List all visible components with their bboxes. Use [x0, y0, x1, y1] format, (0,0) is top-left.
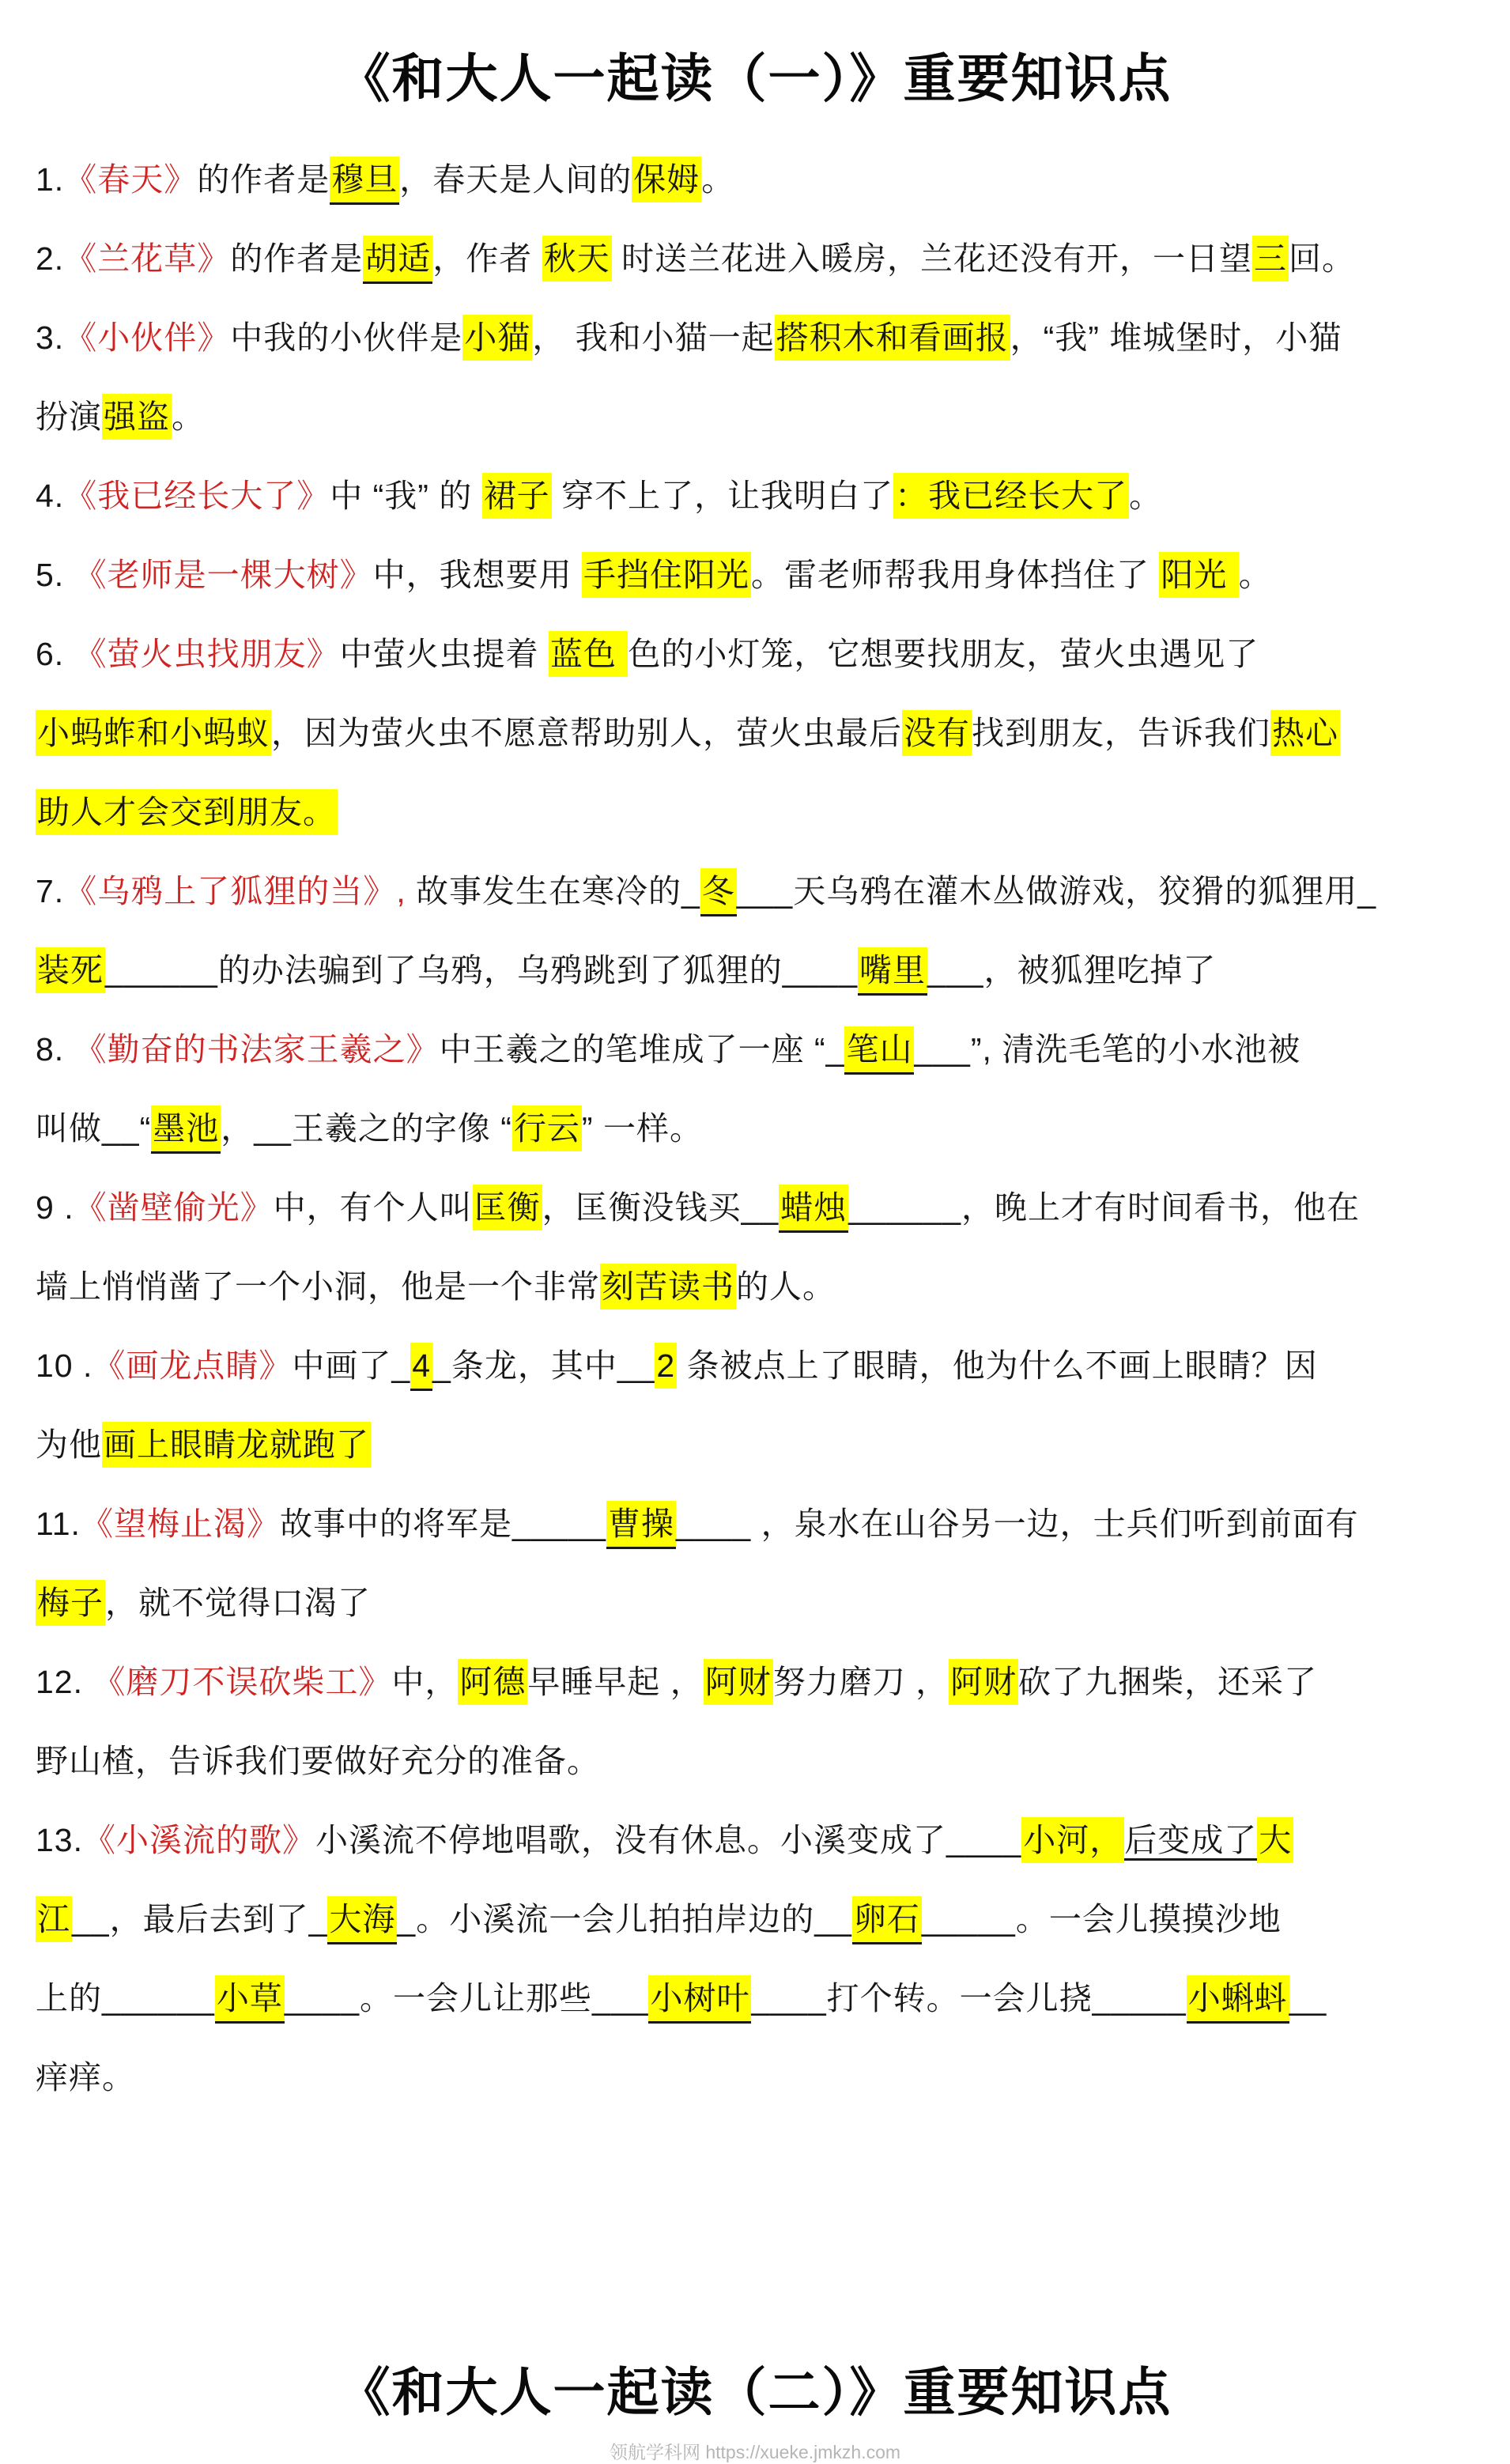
item-text: 小溪流不停地唱歌，没有休息。小溪变成了____ — [315, 1822, 1022, 1858]
knowledge-item — [36, 1326, 1474, 1484]
knowledge-item — [36, 1642, 1474, 1801]
highlighted-answer: 裙子 — [482, 473, 552, 519]
knowledge-item — [36, 614, 1474, 852]
book-title: 《勤奋的书法家王羲之》 — [74, 1031, 440, 1068]
item-text: ，“我” 堆城堡时，小猫 — [1010, 319, 1342, 356]
item-text: 上的______ — [36, 1980, 215, 2016]
item-text: ___”, 清洗毛笔的小水池被 — [914, 1031, 1301, 1068]
item-text: 的人。 — [736, 1268, 836, 1305]
item-text: 中萤火虫提着 — [339, 636, 549, 672]
item-text: 中我的小伙伴是 — [230, 319, 463, 356]
highlighted-answer: 阿财 — [704, 1659, 773, 1705]
item-text: 中，有个人叫 — [273, 1189, 473, 1226]
highlighted-answer: 江 — [36, 1896, 72, 1942]
item-text: 野山楂，告诉我们要做好充分的准备。 — [36, 1743, 600, 1779]
highlighted-answer: 小河， — [1021, 1817, 1124, 1863]
highlighted-answer: 小树叶 — [648, 1975, 751, 2024]
book-title: 《小溪流的歌》 — [83, 1822, 315, 1858]
item-text: ，__王羲之的字像 “ — [221, 1110, 512, 1147]
item-text: 找到朋友，告诉我们 — [972, 715, 1270, 751]
item-text: 1. — [36, 161, 65, 198]
book-title: 《兰花草》 — [64, 240, 231, 277]
highlighted-answer: 小猫 — [462, 315, 532, 361]
book-title: 《老师是一棵大树》 — [74, 557, 373, 593]
item-text: 时送兰花进入暖房，兰花还没有开，一日望 — [611, 240, 1252, 277]
item-text: ，就不觉得口渴了 — [105, 1585, 371, 1621]
item-text: ，因为萤火虫不愿意帮助别人，萤火虫最后 — [271, 715, 902, 751]
item-text: 9 . — [36, 1189, 74, 1226]
item-text: 为他 — [36, 1427, 102, 1463]
highlighted-answer: 蜡烛 — [779, 1185, 848, 1233]
book-title: 《望梅止渴》 — [80, 1506, 280, 1542]
item-text: 。雷老师帮我用身体挡住了 — [750, 557, 1160, 593]
highlighted-answer: 刻苦读书 — [600, 1264, 736, 1309]
highlighted-answer: 蓝色 — [549, 631, 628, 677]
item-text: 回。 — [1289, 240, 1355, 277]
item-text: _____。一会儿摸摸沙地 — [921, 1901, 1282, 1937]
highlighted-answer: 大海 — [327, 1896, 397, 1944]
book-title: 《乌鸦上了狐狸的当》, — [64, 873, 406, 909]
item-text: ， 我和小猫一起 — [532, 319, 775, 356]
watermark-footer: 领航学科网 https://xueke.jmkzh.com — [609, 2442, 901, 2462]
highlighted-answer: 阿德 — [458, 1659, 527, 1705]
book-title: 《小伙伴》 — [64, 319, 231, 356]
highlighted-answer: 嘴里 — [858, 947, 927, 996]
highlighted-answer: 穆旦 — [330, 157, 399, 205]
highlighted-answer: 画上眼睛龙就跑了 — [102, 1422, 371, 1468]
highlighted-answer: 胡适 — [363, 236, 432, 284]
highlighted-answer: 小蚂蚱和小蚂蚁 — [36, 710, 271, 756]
highlighted-answer: 阿财 — [949, 1659, 1018, 1705]
knowledge-item — [36, 1801, 1474, 2117]
item-text: _条龙，其中__ — [432, 1347, 655, 1384]
item-text: 故事中的将军是_____ — [279, 1506, 606, 1542]
item-text: 12. — [36, 1664, 93, 1700]
page-title-section-2: 《和大人一起读（二）》重要知识点 — [338, 2363, 1172, 2421]
highlighted-answer: 强盗 — [102, 394, 172, 440]
book-title: 《我已经长大了》 — [64, 478, 330, 514]
knowledge-item — [36, 1484, 1474, 1642]
highlighted-answer: 小蝌蚪 — [1187, 1975, 1289, 2024]
knowledge-item — [36, 140, 1474, 219]
item-text: 。 — [701, 161, 735, 198]
item-text: 7. — [36, 873, 65, 909]
item-text: ____ ，泉水在山谷另一边，士兵们听到前面有 — [675, 1506, 1359, 1542]
items-list — [36, 140, 1474, 2117]
knowledge-item — [36, 535, 1474, 614]
item-text: 2. — [36, 240, 65, 277]
underlined-answer: 后变成了 — [1124, 1822, 1257, 1861]
highlighted-answer: 4 — [410, 1343, 432, 1391]
item-text: ____。一会儿让那些___ — [284, 1980, 649, 2016]
knowledge-item — [36, 852, 1474, 1010]
highlighted-answer: 墨池 — [151, 1105, 221, 1154]
highlighted-answer: 2 — [655, 1343, 677, 1389]
item-text: ___天乌鸦在灌木丛做游戏，狡猾的狐狸用_ — [736, 873, 1377, 909]
knowledge-item — [36, 298, 1474, 456]
knowledge-item — [36, 456, 1474, 535]
item-text: 早睡早起 ， — [527, 1664, 704, 1700]
item-text: __，最后去到了_ — [72, 1901, 328, 1937]
book-title: 《磨刀不误砍柴工》 — [92, 1664, 392, 1700]
item-text: 。 — [172, 399, 205, 435]
highlighted-answer: 阳光 — [1159, 552, 1238, 598]
highlighted-answer: 手挡住阳光 — [582, 552, 751, 598]
item-text: 5. — [36, 557, 74, 593]
item-text: 中王羲之的笔堆成了一座 “_ — [439, 1031, 845, 1068]
item-text: 6. — [36, 636, 74, 672]
item-text: ____打个转。一会儿挠_____ — [751, 1980, 1187, 2016]
knowledge-item — [36, 219, 1474, 298]
item-text: ___，被狐狸吃掉了 — [927, 952, 1217, 988]
item-text: 中画了_ — [292, 1347, 411, 1384]
item-text: 中 “我” 的 — [330, 478, 482, 514]
highlighted-answer: 保姆 — [632, 157, 701, 202]
item-text: 11. — [36, 1506, 81, 1542]
item-text: ______，晚上才有时间看书，他在 — [848, 1189, 1361, 1226]
item-text: 故事发生在寒冷的_ — [406, 873, 700, 909]
book-title: 《春天》 — [64, 161, 198, 198]
highlighted-answer: 装死 — [36, 947, 105, 993]
item-text: 砍了九捆柴，还采了 — [1018, 1664, 1318, 1700]
item-text: ” 一样。 — [581, 1110, 703, 1147]
highlighted-answer: 曹操 — [606, 1501, 676, 1549]
item-text: 。 — [1238, 557, 1272, 593]
item-text: 8. — [36, 1031, 74, 1068]
item-text: 叫做__“ — [36, 1110, 152, 1147]
item-text: _。小溪流一会儿拍拍岸边的__ — [397, 1901, 852, 1937]
item-text: 的作者是 — [197, 161, 330, 198]
item-text: 3. — [36, 319, 65, 356]
book-title: 《画龙点睛》 — [92, 1347, 293, 1384]
highlighted-answer: 小草 — [215, 1975, 285, 2024]
highlighted-answer: 没有 — [902, 710, 972, 756]
highlighted-answer: 梅子 — [36, 1580, 105, 1626]
item-text: 4. — [36, 478, 65, 514]
highlighted-answer: 匡衡 — [473, 1185, 542, 1230]
highlighted-answer: 笔山 — [844, 1026, 914, 1075]
book-title: 《萤火虫找朋友》 — [74, 636, 340, 672]
item-text: 中， — [391, 1664, 459, 1700]
item-text: 的作者是 — [230, 240, 364, 277]
item-text: 痒痒。 — [36, 2059, 135, 2096]
item-text: __ — [1289, 1980, 1327, 2016]
knowledge-item — [36, 1168, 1474, 1326]
highlighted-answer: ：我已经长大了 — [893, 473, 1129, 519]
book-title: 《凿壁偷光》 — [74, 1189, 274, 1226]
highlighted-answer: 大 — [1257, 1817, 1293, 1863]
item-text: ，春天是人间的 — [399, 161, 632, 198]
item-text: 墙上悄悄凿了一个小洞，他是一个非常 — [36, 1268, 600, 1305]
knowledge-item — [36, 1010, 1474, 1168]
item-text: ，匡衡没钱买__ — [542, 1189, 780, 1226]
highlighted-answer: 助人才会交到朋友。 — [36, 789, 338, 835]
item-text: 条被点上了眼睛，他为什么不画上眼睛？因 — [677, 1347, 1318, 1384]
item-text: 13. — [36, 1822, 83, 1858]
highlighted-answer: 卵石 — [852, 1896, 922, 1944]
highlighted-answer: 冬 — [700, 868, 737, 916]
item-text: 扮演 — [36, 399, 102, 435]
highlighted-answer: 热心 — [1270, 710, 1340, 756]
page-title: 《和大人一起读（一）》重要知识点 — [338, 49, 1172, 108]
highlighted-answer: 行云 — [512, 1105, 582, 1151]
item-text: 。 — [1129, 478, 1163, 514]
item-text: 穿不上了，让我明白了 — [551, 478, 894, 514]
item-text: 中，我想要用 — [372, 557, 582, 593]
item-text: ______的办法骗到了乌鸦，乌鸦跳到了狐狸的____ — [105, 952, 859, 988]
highlighted-answer: 三 — [1252, 236, 1289, 282]
item-text: 10 . — [36, 1347, 93, 1384]
item-text: ，作者 — [432, 240, 542, 277]
highlighted-answer: 搭积木和看画报 — [775, 315, 1010, 361]
highlighted-answer: 秋天 — [542, 236, 612, 282]
item-text: 色的小灯笼，它想要找朋友，萤火虫遇见了 — [628, 636, 1259, 672]
item-text: 努力磨刀 ， — [772, 1664, 949, 1700]
